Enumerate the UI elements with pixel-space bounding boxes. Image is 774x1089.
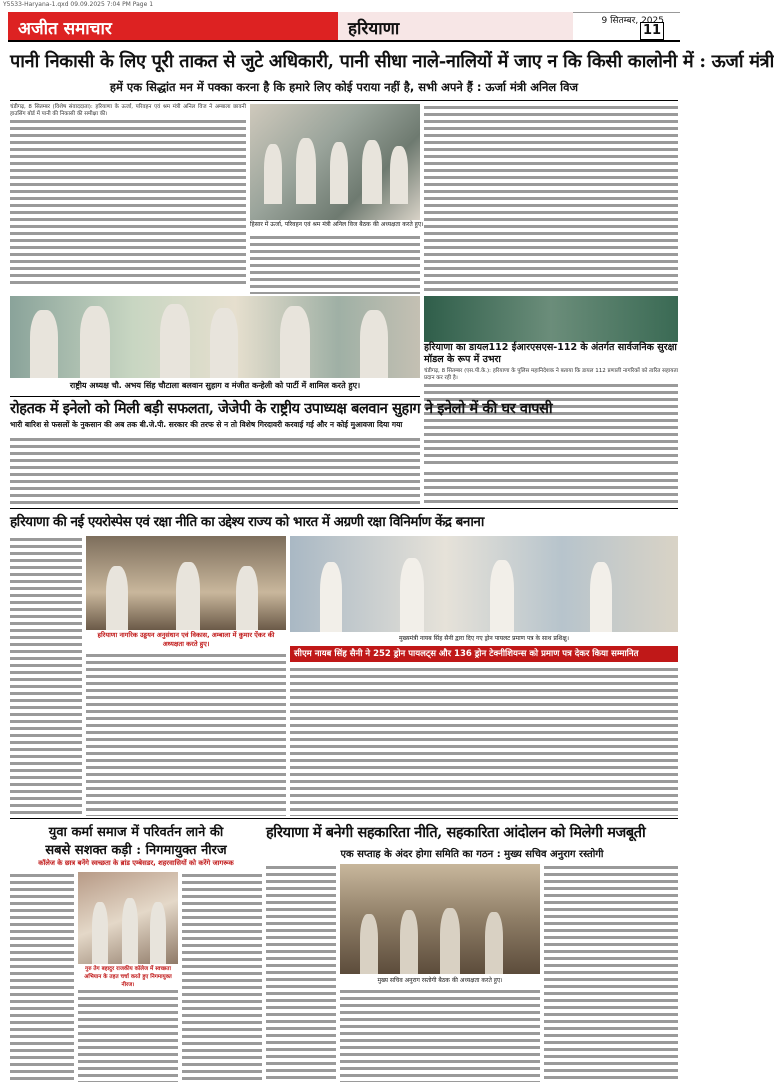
- right-box-photo: [424, 296, 678, 342]
- story6-body-left: [266, 864, 336, 1082]
- story4-photo-caption: मुख्यमंत्री नायब सिंह सैनी द्वारा दिए गए ड्रोन पायलट प्रमाण पत्र के साथ प्रशिक्षु।: [290, 634, 678, 644]
- story5-body-left: [10, 872, 74, 1082]
- right-box-body-cont: [424, 470, 678, 506]
- rule: [10, 508, 678, 509]
- story4-body: [290, 666, 678, 816]
- story5-headline-line1: युवा कर्मा समाज में परिवर्तन लाने की: [48, 825, 224, 840]
- story4-photo: [290, 536, 678, 632]
- photo-strip-caption: राष्ट्रीय अध्यक्ष चौ. अभय सिंह चौटाला बलवान सुहाग व मंजीत कन्हेली को पार्टी में शामिल करते हुए।: [10, 380, 420, 392]
- story2-subhead: भारी बारिश से फसलों के नुकसान की अब तक बी.जे.पी. सरकार की तरफ से न तो विशेष गिरदावरी करवाई गई और न कोई मुआवजा दिया गया: [10, 420, 403, 429]
- story5-headline-line2: सबसे सशक्त कड़ी : निगमायुक्त नीरज: [45, 843, 227, 858]
- right-box-body: चंडीगढ़, 8 सितम्बर (एस.पी.के.): हरियाणा के पुलिस महानिदेशक ने बताया कि डायल 112 प्रणाली नागरिकों को त्वरित सहायता प्रदान कर रही है।: [424, 368, 678, 468]
- story5-body-mid: [78, 988, 178, 1082]
- story5-body-right: [182, 872, 262, 1082]
- lead-body-mid: [250, 234, 420, 294]
- story6-headline: हरियाणा में बनेगी सहकारिता नीति, सहकारिता आंदोलन को मिलेगी मजबूती: [266, 824, 646, 841]
- story3-body-left: [10, 536, 82, 816]
- lead-body-right: [424, 104, 678, 294]
- story6-photo: [340, 864, 540, 974]
- lead-photo-caption: हिसार में ऊर्जा, परिवहन एवं श्रम मंत्री अनिल विज बैठक की अध्यक्षता करते हुए।: [250, 221, 424, 228]
- lead-headline: पानी निकासी के लिए पूरी ताकत से जुटे अधिकारी, पानी सीधा नाले-नालियों में जाए न कि किसी कालोनी में : ऊर्जा मंत्री: [10, 51, 774, 72]
- issue-date: 9 सितम्बर, 2025: [601, 16, 664, 26]
- story3-body-mid: [86, 652, 286, 816]
- story4-headline: सीएम नायब सिंह सैनी ने 252 ड्रोन पायलट्स और 136 ड्रोन टेक्नीशियन्स को प्रमाण पत्र देकर किया सम्मानित: [290, 646, 678, 662]
- photo-strip: [10, 296, 420, 378]
- rule: [10, 396, 420, 397]
- story5-photo-caption: गुरु तेग बहादुर राजकीय कॉलेज में स्वच्छता अभियान के तहत चर्चा करते हुए निगमायुक्त नीरज।: [78, 964, 178, 986]
- page-number: 11: [640, 22, 664, 40]
- story3-photo: [86, 536, 286, 630]
- story3-photo-caption: हरियाणा नागरिक उड्डयन अनुसंधान एवं विकास, अम्बाला में कुमार ऐंकर की अध्यक्षता करते हुए।: [86, 630, 286, 650]
- lead-subhead: हमें एक सिद्धांत मन में पक्का करना है कि हमारे लिए कोई पराया नहीं है, सभी अपने हैं : ऊर्जा मंत्री अनिल विज: [109, 80, 579, 94]
- right-box-headline: हरियाणा का डायल112 ईआरएसएस-112 के अंतर्गत सार्वजनिक सुरक्षा मॉडल के रूप में उभरा: [424, 342, 677, 365]
- brand-name: अजीत समाचार: [8, 12, 198, 40]
- lead-body-left: चंडीगढ़, 8 सितम्बर (विशेष संवाददाता): हरियाणा के ऊर्जा, परिवहन एवं श्रम मंत्री अनिल विज ने अम्बाला छावनी हाउसिंग बोर्ड में पानी की निकासी की समीक्षा की।: [10, 104, 246, 294]
- story6-photo-caption: मुख्य सचिव अनुराग रस्तोगी बैठक की अध्यक्षता करते हुए।: [340, 976, 540, 986]
- rule: [10, 100, 678, 101]
- story2-body: [10, 436, 420, 506]
- story5-photo: [78, 872, 178, 964]
- story6-subhead: एक सप्ताह के अंदर होगा समिति का गठन : मुख्य सचिव अनुराग रस्तोगी: [340, 849, 604, 860]
- print-line: Y5533-Haryana-1.qxd 09.09.2025 7:04 PM Page 1: [3, 1, 154, 8]
- story6-body-mid: [340, 988, 540, 1082]
- story2-headline: रोहतक में इनेलो को मिली बड़ी सफलता, जेजेपी के राष्ट्रीय उपाध्यक्ष बलवान सुहाग ने इनेलो में की घर वापसी: [10, 400, 553, 417]
- rule: [10, 818, 678, 819]
- brand-bar: [198, 12, 338, 40]
- story6-body-right: [544, 864, 678, 1082]
- section-title: हरियाणा: [338, 12, 573, 40]
- story3-headline: हरियाणा की नई एयरोस्पेस एवं रक्षा नीति का उद्देश्य राज्य को भारत में अग्रणी रक्षा विनिर्माण केंद्र बनाना: [10, 514, 484, 530]
- story5-subhead: कॉलेज के छात्र बनेंगे स्वच्छता के ब्रांड एम्बेसडर, शहरवासियों को करेंगे जागरूक: [38, 859, 234, 867]
- lead-photo: [250, 104, 420, 220]
